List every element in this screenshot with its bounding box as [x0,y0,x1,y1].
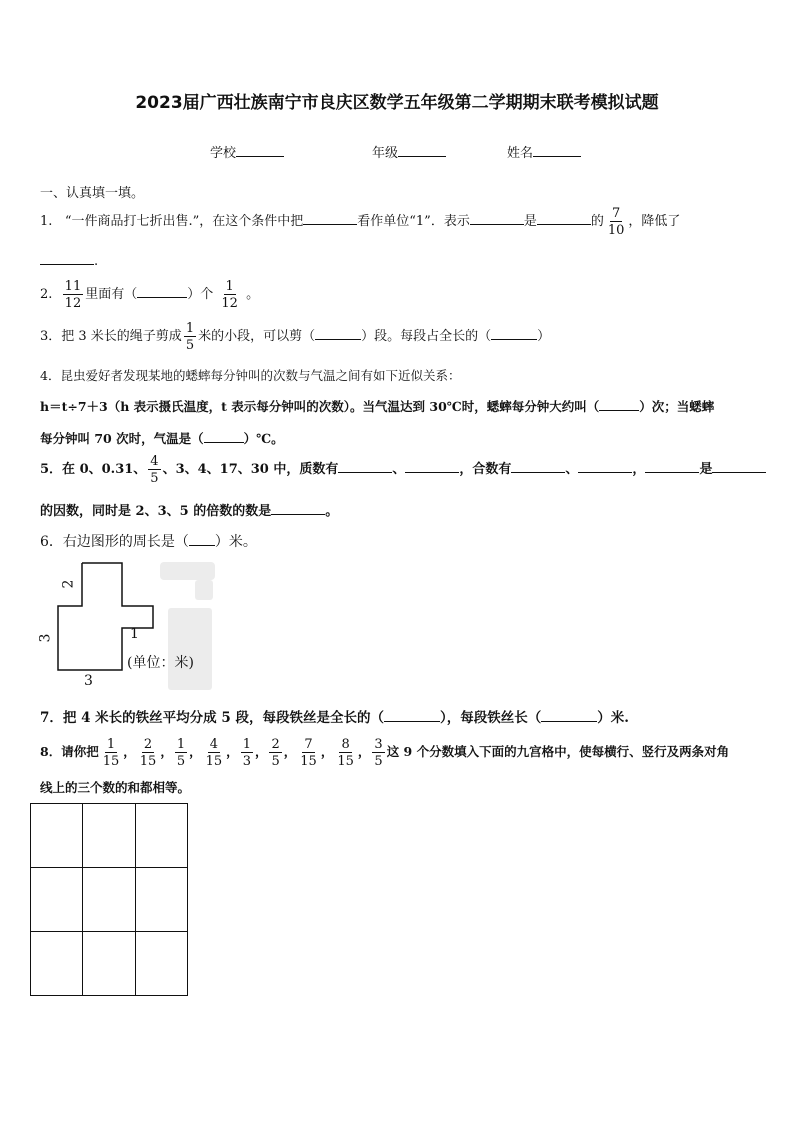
q8-separator: ， [283,744,297,759]
q4-text-b: ）次；当蟋蟀 [639,399,715,414]
q3-text-a: 3．把 3 米长的绳子剪成 [40,329,182,344]
q4-text-d: ）℃。 [243,431,284,446]
q1-text-b: 看作单位“1”．表示 [357,214,470,229]
q5-sep-3: ， [632,462,646,477]
q5-sep-1: 、 [392,462,406,477]
q1-text-f: . [94,254,99,269]
q5-frac-num: 4 [150,453,159,469]
q1-frac-num: 7 [611,205,621,221]
grid-cell[interactable] [83,932,135,996]
q7-text-a: 7．把 4 米长的铁丝平均分成 5 段，每段铁丝是全长的（ [40,710,384,726]
question-8 [40,732,729,772]
q8-frac-num: 1 [106,736,116,752]
q2-text-b: ）个 [187,287,214,302]
q3-frac-den: 5 [185,337,195,353]
q2-frac1-den: 12 [64,295,82,311]
q3-text-c: ）段。每段占全长的（ [361,329,492,344]
grid-cell[interactable] [135,932,187,996]
q3-text-b: 米的小段，可以剪（ [198,329,316,344]
q5-text-d: 是 [699,462,713,477]
grid-cell[interactable] [135,804,187,868]
q8-frac-num: 2 [271,736,280,752]
grade-label: 年级 [372,146,399,161]
q2-number: 2. [40,287,53,302]
figure-label-left: 3 [37,633,54,643]
q1-text-e: ，降低了 [628,214,681,229]
q4-text-a: h＝t÷7＋3（h 表示摄氏温度，t 表示每分钟叫的次数）。当气温达到 30℃时，蟋蟀每分钟大约叫（ [40,399,600,414]
q2-frac2-den: 12 [221,295,238,311]
q8-frac-den: 15 [300,753,317,769]
q8-frac-num: 1 [176,736,186,752]
q1-text-a: “一件商品打七折出售.”，在这个条件中把 [64,214,304,229]
figure-label-right: 1 [130,626,139,642]
grid-cell[interactable] [31,932,83,996]
q1-text-d: 的 [590,214,604,229]
q5-text-e: 的因数，同时是 2、3、5 的倍数的数是 [40,504,272,519]
q8-frac-num: 8 [341,736,350,752]
q3-text-d: ） [537,329,551,344]
figure-label-bottom: 3 [84,673,93,689]
q8-separator: ， [189,744,202,759]
q8-frac-den: 5 [271,753,280,769]
q8-fraction [372,738,384,768]
q8-frac-num: 7 [304,736,313,752]
q8-separator: ， [357,744,371,759]
q7-text-b: ），每段铁丝长（ [439,710,542,726]
q8-separator: ， [320,744,334,759]
q5-text-b: 、3、4、17、30 中，质数有 [162,462,339,477]
q8-separator: ， [226,744,239,759]
q6-text-b: ）米。 [214,534,257,550]
grid-cell[interactable] [135,868,187,932]
q4-text-c: 每分钟叫 70 次时，气温是（ [40,431,204,446]
q8-fraction [335,738,356,768]
grid-cell[interactable] [83,804,135,868]
q5-text-c: ，合数有 [459,462,512,477]
q8-text-a: 8．请你把 [40,744,99,759]
q7-blank-1[interactable] [384,707,440,722]
figure-unit-label: (单位：米) [127,655,194,671]
q8-frac-den: 15 [102,753,120,769]
page-title: 2023届广西壮族南宁市良庆区数学五年级第二学期期末联考模拟试题 [135,93,659,113]
q8-separator: ， [123,744,136,759]
q8-fraction [175,738,187,768]
grid-cell[interactable] [31,804,83,868]
school-label: 学校 [210,146,237,161]
q8-text-b: 这 9 个分数填入下面的九宫格中，使每横行、竖行及两条对角 [386,744,730,759]
q8-fraction [298,738,319,768]
q5-text-a: 5．在 0、0.31、 [40,462,147,477]
q8-frac-num: 4 [209,736,219,752]
q5-text-f: 。 [325,504,339,519]
q8-fraction [101,738,122,768]
question-4-line-1: 4．昆虫爱好者发现某地的蟋蟀每分钟叫的次数与气温之间有如下近似关系： [40,368,461,383]
q8-frac-den: 15 [205,753,223,769]
q6-text-a: 6．右边图形的周长是（ [40,534,189,550]
q8-frac-den: 3 [242,753,251,769]
q5-frac-den: 5 [150,470,159,486]
name-label: 姓名 [507,146,534,161]
q8-fraction [269,738,281,768]
q8-fraction-list [99,736,387,769]
q2-frac2-num: 1 [225,278,234,294]
q1-frac-den: 10 [607,222,625,238]
question-8-cont: 线上的三个数的和都相等。 [40,780,191,795]
section-heading: 一、认真填一填。 [40,186,145,201]
q8-frac-num: 3 [374,736,383,752]
q5-sep-2: 、 [565,462,579,477]
q2-text-c: 。 [246,287,260,302]
q7-text-c: ）米. [597,710,629,726]
q2-frac1-num: 11 [64,278,82,294]
q7-blank-2[interactable] [541,707,597,722]
figure-label-top: 2 [60,579,77,589]
grid-cell[interactable] [83,868,135,932]
q8-frac-den: 15 [139,753,157,769]
q8-frac-num: 1 [242,736,251,752]
q8-fraction [138,738,159,768]
q8-fraction [204,738,225,768]
question-7 [40,706,629,726]
q8-frac-den: 15 [337,753,354,769]
q8-frac-num: 2 [143,736,153,752]
grid-cell[interactable] [31,868,83,932]
q1-number: 1. [40,214,53,229]
q2-text-a: 里面有（ [85,287,138,302]
q8-separator: ， [160,744,173,759]
q8-frac-den: 5 [176,753,186,769]
q3-frac-num: 1 [185,320,195,336]
q8-separator: ， [254,744,268,759]
q1-text-c: 是 [523,214,537,229]
magic-square-grid [30,803,188,996]
q8-fraction [241,738,253,768]
q8-frac-den: 5 [374,753,383,769]
